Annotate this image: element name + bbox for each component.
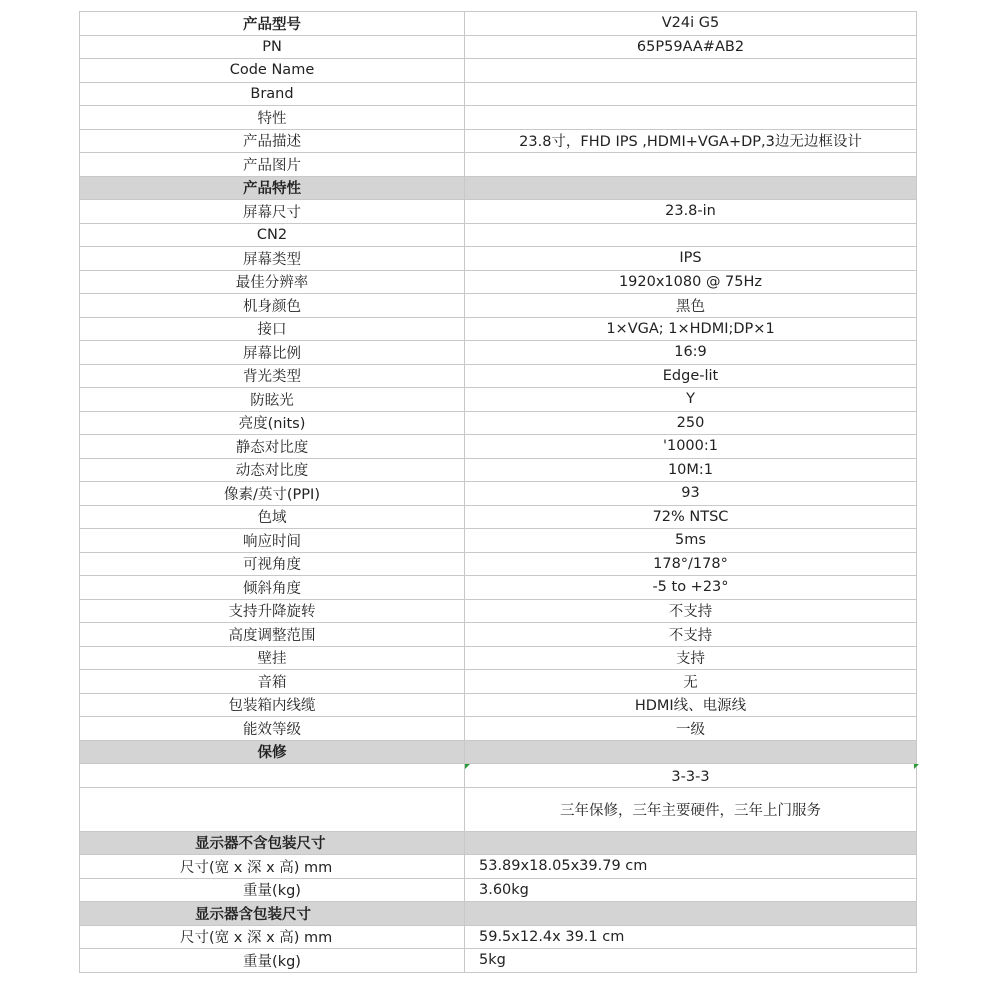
row-label: 静态对比度 xyxy=(80,435,465,459)
row-value: 3-3-3 xyxy=(465,764,917,788)
row-value: 16:9 xyxy=(465,341,917,365)
row-label xyxy=(80,788,465,832)
row-label: 产品特性 xyxy=(80,177,465,201)
row-label: 机身颜色 xyxy=(80,294,465,318)
row-label: 响应时间 xyxy=(80,529,465,553)
row-label: 背光类型 xyxy=(80,365,465,389)
table-row xyxy=(80,623,917,647)
row-label: 能效等级 xyxy=(80,717,465,741)
row-label: 高度调整范围 xyxy=(80,623,465,647)
row-label: 接口 xyxy=(80,318,465,342)
row-label: 显示器不含包装尺寸 xyxy=(80,832,465,856)
row-label: 屏幕比例 xyxy=(80,341,465,365)
row-label: 动态对比度 xyxy=(80,459,465,483)
row-value: 不支持 xyxy=(465,623,917,647)
table-row xyxy=(80,879,917,903)
row-value: 65P59AA#AB2 xyxy=(465,36,917,60)
row-label: 特性 xyxy=(80,106,465,130)
row-value xyxy=(465,83,917,107)
table-row xyxy=(80,553,917,577)
table-row xyxy=(80,106,917,130)
row-value: Y xyxy=(465,388,917,412)
row-value xyxy=(465,902,917,926)
row-label: 尺寸(宽 x 深 x 高) mm xyxy=(80,926,465,950)
row-label: 产品图片 xyxy=(80,153,465,177)
table-row xyxy=(80,788,917,832)
row-label: 尺寸(宽 x 深 x 高) mm xyxy=(80,855,465,879)
row-label: 音箱 xyxy=(80,670,465,694)
table-row xyxy=(80,459,917,483)
row-label xyxy=(80,764,465,788)
row-value: -5 to +23° xyxy=(465,576,917,600)
row-label: 亮度(nits) xyxy=(80,412,465,436)
row-label: 倾斜角度 xyxy=(80,576,465,600)
table-row xyxy=(80,130,917,154)
row-label: 屏幕类型 xyxy=(80,247,465,271)
row-value: 1×VGA; 1×HDMI;DP×1 xyxy=(465,318,917,342)
row-label: 重量(kg) xyxy=(80,879,465,903)
row-label: 支持升降旋转 xyxy=(80,600,465,624)
row-value: 10M:1 xyxy=(465,459,917,483)
section-header-row xyxy=(80,177,917,201)
row-value: 93 xyxy=(465,482,917,506)
row-value: 1920x1080 @ 75Hz xyxy=(465,271,917,295)
row-value: IPS xyxy=(465,247,917,271)
table-row xyxy=(80,412,917,436)
section-header-row xyxy=(80,741,917,765)
row-label: 色域 xyxy=(80,506,465,530)
table-row xyxy=(80,59,917,83)
row-value: '1000:1 xyxy=(465,435,917,459)
row-value xyxy=(465,741,917,765)
row-label: 包装箱内线缆 xyxy=(80,694,465,718)
row-value: 59.5x12.4x 39.1 cm xyxy=(465,926,917,950)
row-value xyxy=(465,177,917,201)
table-row xyxy=(80,529,917,553)
table-row xyxy=(80,153,917,177)
table-row xyxy=(80,855,917,879)
row-value xyxy=(465,106,917,130)
table-row xyxy=(80,949,917,973)
row-label: 像素/英寸(PPI) xyxy=(80,482,465,506)
row-value: 不支持 xyxy=(465,600,917,624)
table-row xyxy=(80,318,917,342)
table-row xyxy=(80,83,917,107)
row-value: 5ms xyxy=(465,529,917,553)
row-label: CN2 xyxy=(80,224,465,248)
row-value: 黑色 xyxy=(465,294,917,318)
row-value: 3.60kg xyxy=(465,879,917,903)
spec-table xyxy=(79,11,917,973)
table-row xyxy=(80,341,917,365)
row-value: 72% NTSC xyxy=(465,506,917,530)
row-value: 无 xyxy=(465,670,917,694)
row-value: 178°/178° xyxy=(465,553,917,577)
row-label: 显示器含包装尺寸 xyxy=(80,902,465,926)
table-row xyxy=(80,482,917,506)
table-row xyxy=(80,12,917,36)
table-row xyxy=(80,717,917,741)
table-row xyxy=(80,506,917,530)
table-row xyxy=(80,388,917,412)
table-row xyxy=(80,247,917,271)
section-header-row xyxy=(80,902,917,926)
table-row xyxy=(80,200,917,224)
row-value: 23.8-in xyxy=(465,200,917,224)
cell-comment-marker xyxy=(465,764,470,769)
row-value: 一级 xyxy=(465,717,917,741)
row-value: Edge-lit xyxy=(465,365,917,389)
row-label: 产品型号 xyxy=(80,12,465,36)
table-row xyxy=(80,694,917,718)
row-value: HDMI线、电源线 xyxy=(465,694,917,718)
cell-comment-marker xyxy=(914,764,919,769)
row-label: 保修 xyxy=(80,741,465,765)
table-row xyxy=(80,435,917,459)
row-label: Brand xyxy=(80,83,465,107)
row-label: 重量(kg) xyxy=(80,949,465,973)
row-value xyxy=(465,59,917,83)
row-value: 5kg xyxy=(465,949,917,973)
row-label: PN xyxy=(80,36,465,60)
table-row xyxy=(80,36,917,60)
row-label: 产品描述 xyxy=(80,130,465,154)
row-value: 250 xyxy=(465,412,917,436)
row-value xyxy=(465,224,917,248)
table-row xyxy=(80,670,917,694)
table-row xyxy=(80,647,917,671)
row-value: 支持 xyxy=(465,647,917,671)
table-row xyxy=(80,576,917,600)
table-row xyxy=(80,271,917,295)
row-label: 屏幕尺寸 xyxy=(80,200,465,224)
row-label: Code Name xyxy=(80,59,465,83)
row-value: 三年保修，三年主要硬件，三年上门服务 xyxy=(465,788,917,832)
table-row xyxy=(80,926,917,950)
row-value xyxy=(465,153,917,177)
row-label: 防眩光 xyxy=(80,388,465,412)
table-row xyxy=(80,224,917,248)
table-row xyxy=(80,365,917,389)
row-label: 最佳分辨率 xyxy=(80,271,465,295)
table-row xyxy=(80,764,917,788)
row-value: V24i G5 xyxy=(465,12,917,36)
row-label: 壁挂 xyxy=(80,647,465,671)
row-value: 23.8寸，FHD IPS ,HDMI+VGA+DP,3边无边框设计 xyxy=(465,130,917,154)
row-label: 可视角度 xyxy=(80,553,465,577)
section-header-row xyxy=(80,832,917,856)
table-row xyxy=(80,294,917,318)
row-value xyxy=(465,832,917,856)
table-row xyxy=(80,600,917,624)
row-value: 53.89x18.05x39.79 cm xyxy=(465,855,917,879)
